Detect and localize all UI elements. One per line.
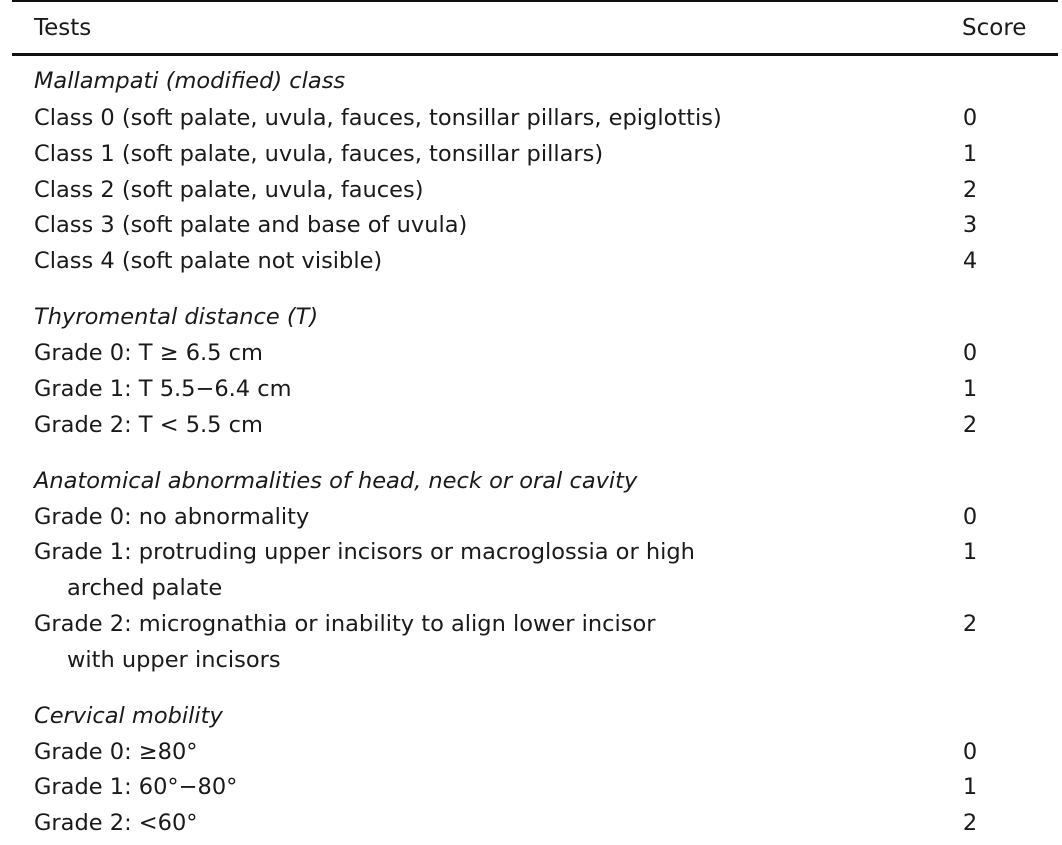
table-row-label: Class 3 (soft palate and base of uvula) xyxy=(34,212,468,238)
table-row-label-continuation: with upper incisors xyxy=(67,647,281,673)
table-row-label xyxy=(34,534,695,606)
section-title-cervical: Cervical mobility xyxy=(34,703,223,729)
table-row-score: 2 xyxy=(962,177,978,203)
table-row-label: Grade 1: T 5.5−6.4 cm xyxy=(34,376,292,402)
column-header-tests: Tests xyxy=(34,15,92,41)
table-row-label: Grade 2: T < 5.5 cm xyxy=(34,412,263,438)
table-row-label: Class 4 (soft palate not visible) xyxy=(34,248,383,274)
table-header-rule xyxy=(12,53,1058,56)
table-row-score: 1 xyxy=(962,376,978,402)
table-row-label: Grade 0: T ≥ 6.5 cm xyxy=(34,340,263,366)
table-top-rule xyxy=(12,0,1058,2)
table-row-label: Grade 0: no abnormality xyxy=(34,504,310,530)
table-row-label-line1: Grade 1: protruding upper incisors or macroglossia or high xyxy=(34,539,695,565)
table-row-label: Class 0 (soft palate, uvula, fauces, tonsillar pillars, epiglottis) xyxy=(34,105,722,131)
table-row-score: 0 xyxy=(962,739,978,765)
table-row-label: Grade 1: 60°−80° xyxy=(34,774,238,800)
section-title-mallampati: Mallampati (modified) class xyxy=(34,68,346,94)
table-row-score: 4 xyxy=(962,248,978,274)
table-row-label-line1: Grade 2: micrognathia or inability to align lower incisor xyxy=(34,611,656,637)
table-row-score: 1 xyxy=(962,774,978,800)
table-row-label: Class 1 (soft palate, uvula, fauces, tonsillar pillars) xyxy=(34,141,604,167)
column-header-score: Score xyxy=(962,15,1027,41)
table-row-score: 0 xyxy=(962,504,978,530)
table-row-label xyxy=(34,606,656,678)
table-row-score: 0 xyxy=(962,105,978,131)
table-row-score: 3 xyxy=(962,212,978,238)
section-title-thyromental: Thyromental distance (T) xyxy=(34,304,319,330)
table-row-score: 0 xyxy=(962,340,978,366)
table-row-label: Grade 0: ≥80° xyxy=(34,739,198,765)
table-row-score: 1 xyxy=(962,539,978,565)
table-row-score: 2 xyxy=(962,412,978,438)
table-row-label: Class 2 (soft palate, uvula, fauces) xyxy=(34,177,424,203)
table-row-label: Grade 2: <60° xyxy=(34,810,198,836)
table-row-score: 2 xyxy=(962,611,978,637)
table-row-score: 2 xyxy=(962,810,978,836)
table-row-score: 1 xyxy=(962,141,978,167)
section-title-anatomical: Anatomical abnormalities of head, neck or oral cavity xyxy=(34,468,638,494)
table-row-label-continuation: arched palate xyxy=(67,575,223,601)
